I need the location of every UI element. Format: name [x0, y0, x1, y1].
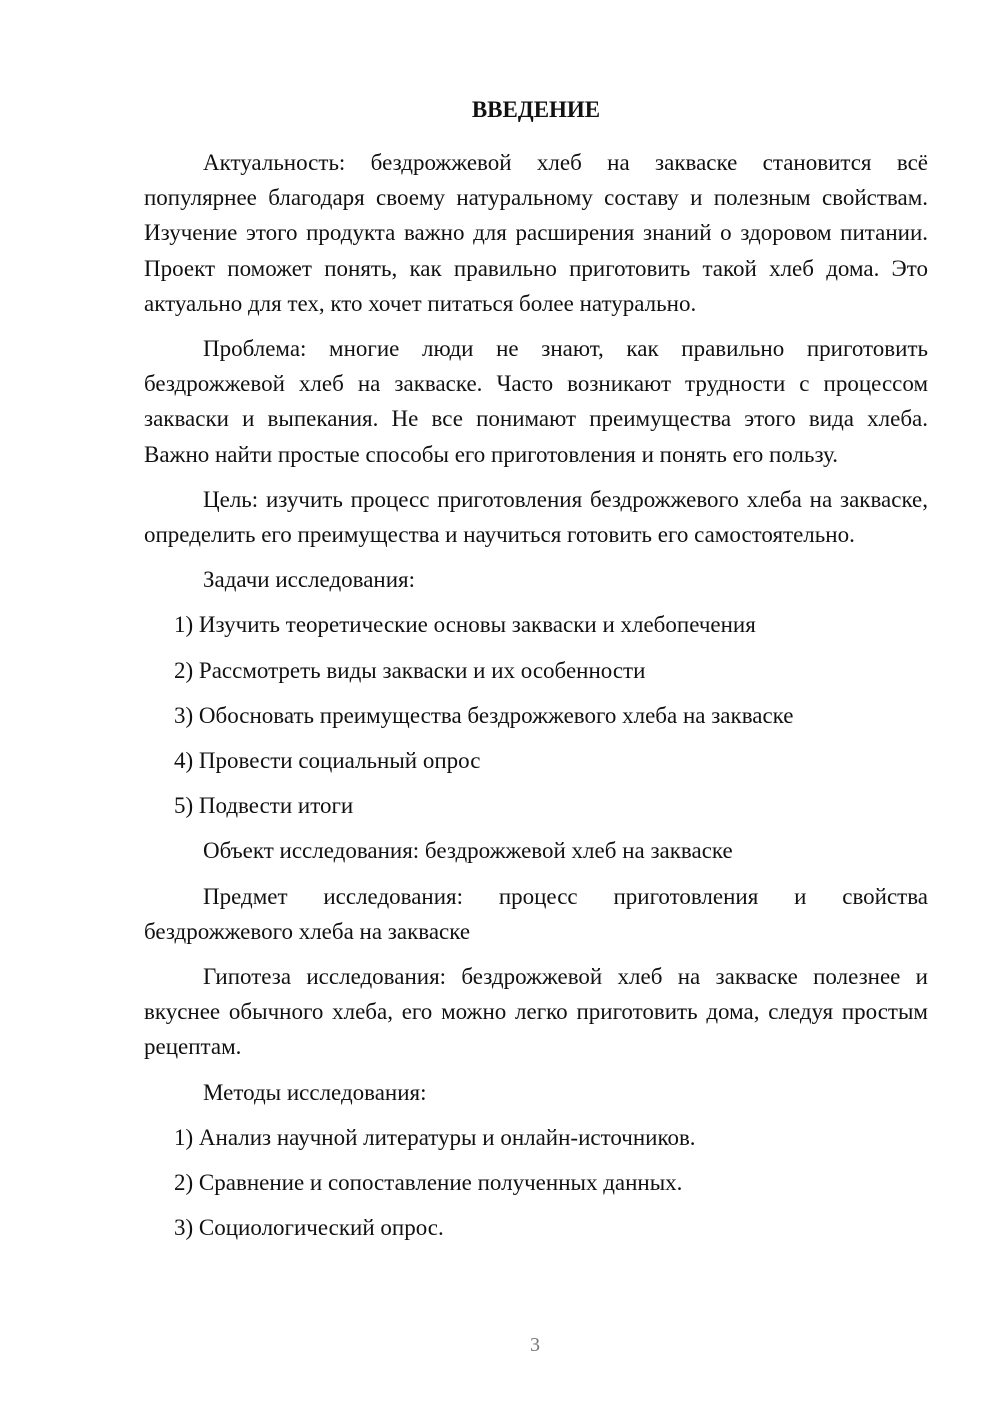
list-item: 4) Провести социальный опрос	[174, 748, 481, 774]
methods-list	[144, 1120, 928, 1246]
tasks-title: Задачи исследования:	[203, 567, 416, 593]
relevance-paragraph: Актуальность: бездрожжевой хлеб на закваске становится всё популярнее благодаря своему натуральному составу и полезным свойствам. Изучение этого продукта важно для расширения знаний о здоровом питании. Проект поможет понять, как правильно приготовить такой хлеб дома. Это актуально для тех, кто хочет питаться более натурально.	[144, 150, 928, 316]
document-page	[144, 96, 928, 1255]
list-item: 2) Рассмотреть виды закваски и их особенности	[174, 657, 646, 683]
page-number: 3	[530, 1334, 540, 1356]
methods-title: Методы исследования:	[203, 1079, 427, 1105]
problem-paragraph: Проблема: многие люди не знают, как правильно приготовить бездрожжевой хлеб на закваске. Часто возникают трудности с процессом закваски и выпекания. Не все понимают преимущества этого вида хлеба. Важно найти простые способы его приготовления и понять его пользу.	[144, 336, 928, 467]
list-item: 3) Обосновать преимущества бездрожжевого хлеба на закваске	[174, 702, 794, 728]
subject-paragraph: Предмет исследования: процесс приготовления и свойства бездрожжевого хлеба на закваске	[144, 883, 928, 944]
list-item: 1) Изучить теоретические основы закваски и хлебопечения	[174, 612, 756, 638]
object-paragraph: Объект исследования: бездрожжевой хлеб на закваске	[203, 838, 733, 864]
goal-paragraph: Цель: изучить процесс приготовления бездрожжевого хлеба на закваске, определить его преимущества и научиться готовить его самостоятельно.	[144, 486, 928, 548]
list-item: 3) Социологический опрос.	[174, 1215, 444, 1241]
tasks-list	[144, 607, 928, 823]
list-item: 2) Сравнение и сопоставление полученных данных.	[174, 1170, 683, 1196]
list-item: 1) Анализ научной литературы и онлайн-источников.	[174, 1124, 696, 1150]
list-item: 5) Подвести итоги	[174, 793, 354, 819]
section-heading: ВВЕДЕНИЕ	[471, 97, 601, 122]
hypothesis-paragraph: Гипотеза исследования: бездрожжевой хлеб на закваске полезнее и вкуснее обычного хлеба, его можно легко приготовить дома, следуя простым рецептам.	[144, 964, 928, 1060]
